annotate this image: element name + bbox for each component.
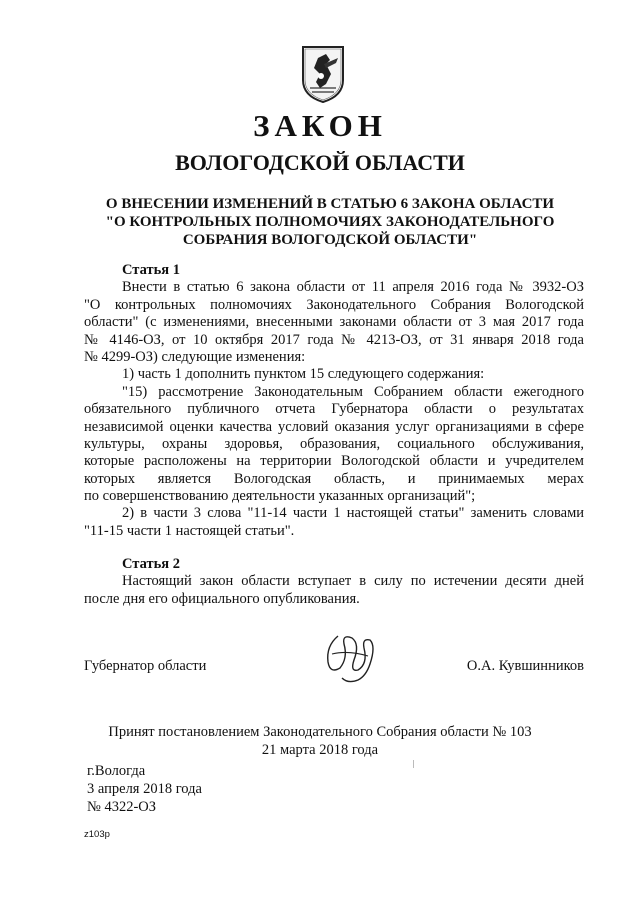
document-title: ЗАКОН: [253, 108, 387, 143]
law-title: [70, 195, 590, 249]
article-2-line: Настоящий закон области вступает в силу по истечении десяти дней: [122, 573, 584, 590]
signatory-name: О.А. Кувшинников: [466, 658, 584, 674]
article-1-line: культуры, охраны здоровья, образования, социального обслуживания,: [84, 435, 584, 452]
article-1-line: обязательного публичного отчета Губернатора области о результатах: [84, 401, 584, 418]
article-2: [84, 556, 584, 608]
article-1-line: независимой оценки качества условий оказания услуг организациями в сфере: [84, 418, 584, 435]
article-1-line: "15) рассмотрение Законодательным Собранием области ежегодного: [122, 383, 584, 400]
adoption-date: 21 марта 2018 года: [261, 742, 379, 758]
article-1-line: по совершенствованию деятельности указанных организаций";: [84, 488, 476, 505]
law-title-line: СОБРАНИЯ ВОЛОГОДСКОЙ ОБЛАСТИ": [182, 232, 478, 248]
article-1-line: которых является Вологодская область, и принимаемых мерах: [84, 470, 584, 487]
article-1-heading: Статья 1: [122, 262, 180, 278]
law-number: № 4322-ОЗ: [87, 799, 157, 815]
article-1: [84, 262, 584, 540]
law-title-line: О ВНЕСЕНИИ ИЗМЕНЕНИЙ В СТАТЬЮ 6 ЗАКОНА ОБЛАСТИ: [105, 196, 555, 212]
signing-date: 3 апреля 2018 года: [87, 781, 202, 797]
article-1-line: 2) в части 3 слова "11-14 части 1 настоящей статьи" заменить словами: [122, 505, 584, 522]
article-1-line: 1) часть 1 дополнить пунктом 15 следующего содержания:: [122, 366, 485, 383]
article-1-line: № 4146-ОЗ, от 10 октября 2017 года № 4213-ОЗ, от 31 января 2018 года: [84, 331, 584, 348]
scan-mark: [413, 760, 414, 768]
article-2-heading: Статья 2: [122, 556, 180, 572]
coat-of-arms-icon: [300, 44, 346, 104]
article-1-line: № 4299-ОЗ) следующие изменения:: [84, 348, 306, 365]
document-code: z103p: [84, 829, 110, 840]
law-title-line: "О КОНТРОЛЬНЫХ ПОЛНОМОЧИЯХ ЗАКОНОДАТЕЛЬНОГО: [105, 214, 555, 230]
signatory-position: Губернатор области: [84, 658, 207, 674]
adoption-line: Принят постановлением Законодательного Собрания области № 103: [108, 724, 532, 740]
article-1-line: "О контрольных полномочиях Законодательного Собрания Вологодской: [84, 296, 584, 313]
article-1-line: "11-15 части 1 настоящей статьи".: [84, 522, 295, 539]
article-1-line: Внести в статью 6 закона области от 11 апреля 2016 года № 3932-ОЗ: [122, 279, 584, 296]
article-1-line: которые расположены на территории Вологодской области и учредителем: [84, 453, 584, 470]
handwritten-signature: [318, 628, 380, 688]
region-title: ВОЛОГОДСКОЙ ОБЛАСТИ: [175, 150, 465, 175]
article-1-line: области" (с изменениями, внесенными законами области от 3 мая 2017 года: [84, 314, 584, 331]
article-2-line: после дня его официального опубликования.: [84, 590, 360, 607]
signing-details: [87, 762, 202, 816]
adoption-note: [0, 723, 640, 759]
signing-city: г.Вологда: [87, 763, 146, 779]
